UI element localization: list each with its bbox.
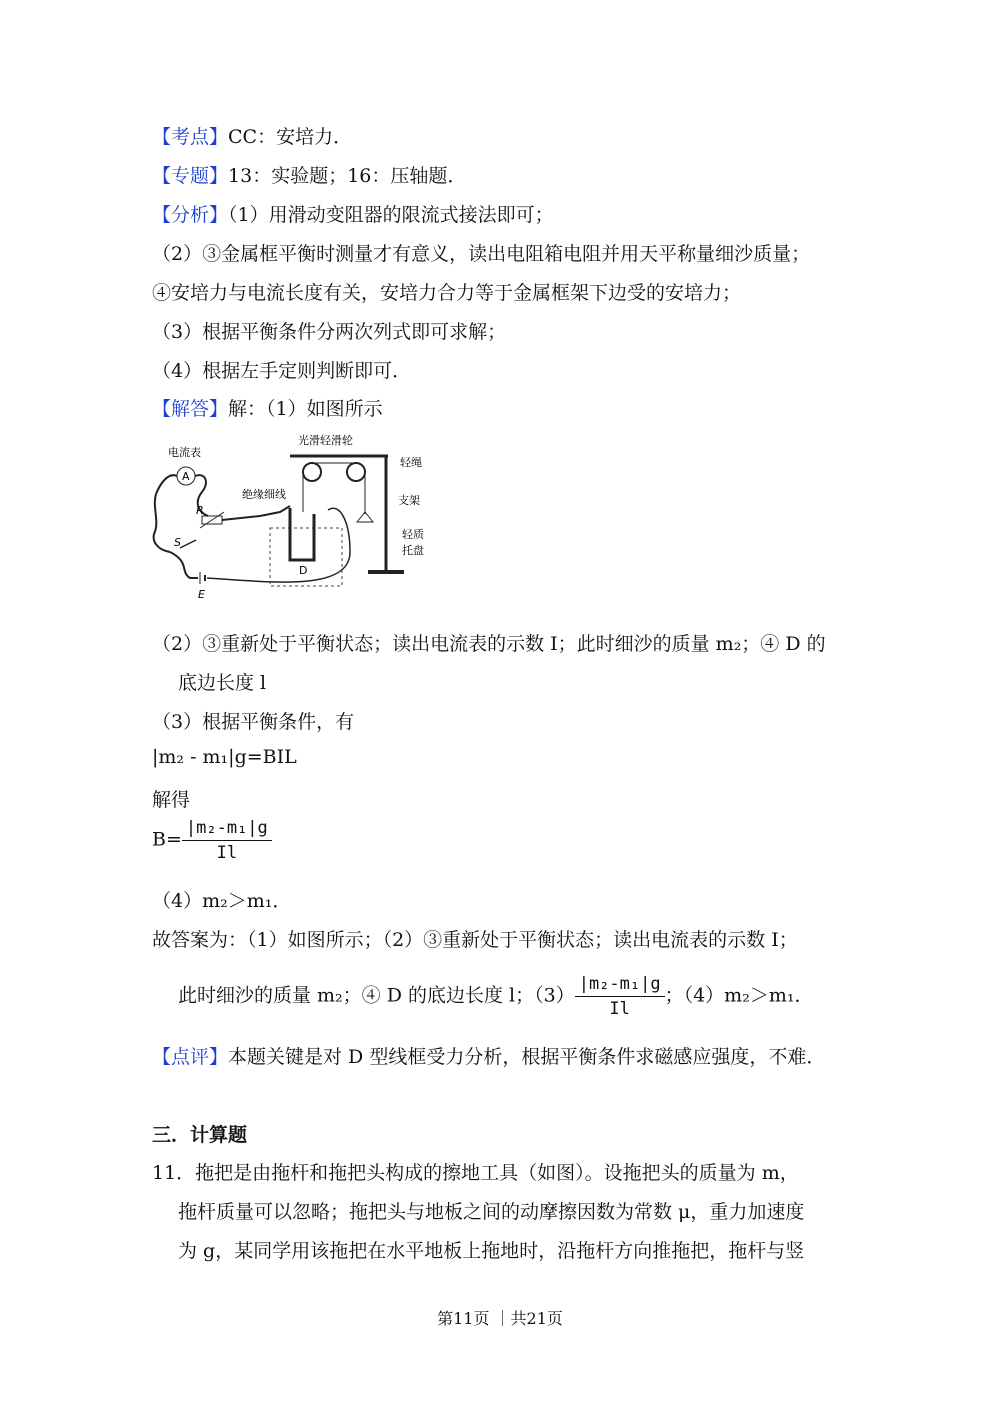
rope-label: 轻绳 bbox=[400, 456, 422, 469]
fenxi-line-2: （2）③金属框平衡时测量才有意义，读出电阻箱电阻并用天平称量细沙质量； bbox=[152, 243, 811, 265]
dianping-line bbox=[152, 1042, 825, 1069]
section-title: 三．计算题 bbox=[152, 1124, 248, 1146]
kaodian-line bbox=[152, 122, 352, 149]
kaodian-tag: 【考点】 bbox=[152, 126, 229, 148]
summary-2-post: ；（4）m₂＞m₁． bbox=[664, 984, 814, 1007]
pulley-left-icon bbox=[303, 463, 321, 481]
ammeter-label: 电流表 bbox=[168, 446, 201, 459]
stand-label: 支架 bbox=[398, 494, 420, 507]
switch-icon bbox=[180, 540, 196, 548]
zhuanti-line bbox=[152, 161, 466, 188]
equation-2-fraction bbox=[182, 818, 272, 863]
fenxi-line-4: （3）根据平衡条件分两次列式即可求解； bbox=[152, 321, 507, 343]
d-frame bbox=[290, 508, 314, 560]
summary-line-1: 故答案为：（1）如图所示；（2）③重新处于平衡状态；读出电流表的示数 I； bbox=[152, 929, 798, 951]
tray-label-2: 托盘 bbox=[402, 544, 424, 557]
jieda-tag: 【解答】 bbox=[152, 398, 229, 420]
fenxi-line bbox=[152, 200, 554, 227]
summary-2-numerator: |m₂-m₁|g bbox=[575, 974, 665, 997]
jieda-line bbox=[152, 394, 383, 421]
wire-to-frame bbox=[222, 506, 290, 520]
fenxi-text: （1）用滑动变阻器的限流式接法即可； bbox=[228, 204, 554, 226]
wire-battery bbox=[170, 552, 198, 578]
answer-3: （3）根据平衡条件，有 bbox=[152, 711, 355, 733]
answer-2b: 底边长度 l bbox=[178, 672, 267, 694]
answer-4: （4）m₂＞m₁． bbox=[152, 890, 292, 912]
jieda-text: 解：（1）如图所示 bbox=[228, 398, 383, 420]
summary-2-pre: 此时细沙的质量 m₂；④ D 的底边长度 l；（3） bbox=[178, 984, 575, 1007]
fenxi-line-3: ④安培力与电流长度有关，安培力合力等于金属框架下边受的安培力； bbox=[152, 282, 742, 304]
zhuanti-tag: 【专题】 bbox=[152, 165, 229, 187]
dianping-text: 本题关键是对 D 型线框受力分析，根据平衡条件求磁感应强度，不难． bbox=[228, 1046, 826, 1068]
answer-2a: （2）③重新处于平衡状态；读出电流表的示数 I；此时细沙的质量 m₂；④ D 的 bbox=[152, 633, 826, 655]
magnetic-field-region bbox=[270, 528, 342, 586]
pulley-label: 光滑轻滑轮 bbox=[298, 434, 353, 447]
d-label: D bbox=[299, 564, 308, 577]
jiede-text: 解得 bbox=[152, 789, 191, 811]
fenxi-line-5: （4）根据左手定则判断即可． bbox=[152, 360, 412, 382]
kaodian-text: CC：安培力． bbox=[228, 126, 353, 148]
fenxi-tag: 【分析】 bbox=[152, 204, 229, 226]
summary-line-2 bbox=[178, 974, 813, 1019]
tray-label-1: 轻质 bbox=[402, 528, 424, 541]
equation-2-prefix: B= bbox=[152, 828, 182, 851]
thread-label: 绝缘细线 bbox=[242, 488, 286, 501]
question-line-2: 拖杆质量可以忽略；拖把头与地板之间的动摩擦因数为常数 μ，重力加速度 bbox=[178, 1201, 805, 1223]
equation-2-denominator: Il bbox=[216, 843, 238, 863]
ammeter-symbol: A bbox=[182, 470, 190, 483]
question-line-1: 11．拖把是由拖杆和拖把头构成的擦地工具（如图）。设拖把头的质量为 m， bbox=[152, 1162, 799, 1184]
r-label: R bbox=[196, 504, 204, 517]
equation-2-numerator: |m₂-m₁|g bbox=[182, 818, 272, 841]
pulley-right-icon bbox=[347, 463, 365, 481]
summary-2-fraction bbox=[575, 974, 665, 1019]
zhuanti-text: 13：实验题；16：压轴题． bbox=[228, 165, 467, 187]
s-label: S bbox=[174, 536, 181, 549]
summary-2-denominator: Il bbox=[609, 999, 630, 1019]
equation-1: |m₂ - m₁|g=BIL bbox=[152, 746, 297, 768]
circuit-diagram bbox=[150, 432, 450, 602]
equation-2 bbox=[152, 818, 272, 863]
page-footer: 第11页 ｜共21页 bbox=[437, 1309, 563, 1328]
e-label: E bbox=[198, 588, 205, 601]
dianping-tag: 【点评】 bbox=[152, 1046, 229, 1068]
question-line-3: 为 g，某同学用该拖把在水平地板上拖地时，沿拖杆方向推拖把，拖杆与竖 bbox=[178, 1240, 805, 1262]
